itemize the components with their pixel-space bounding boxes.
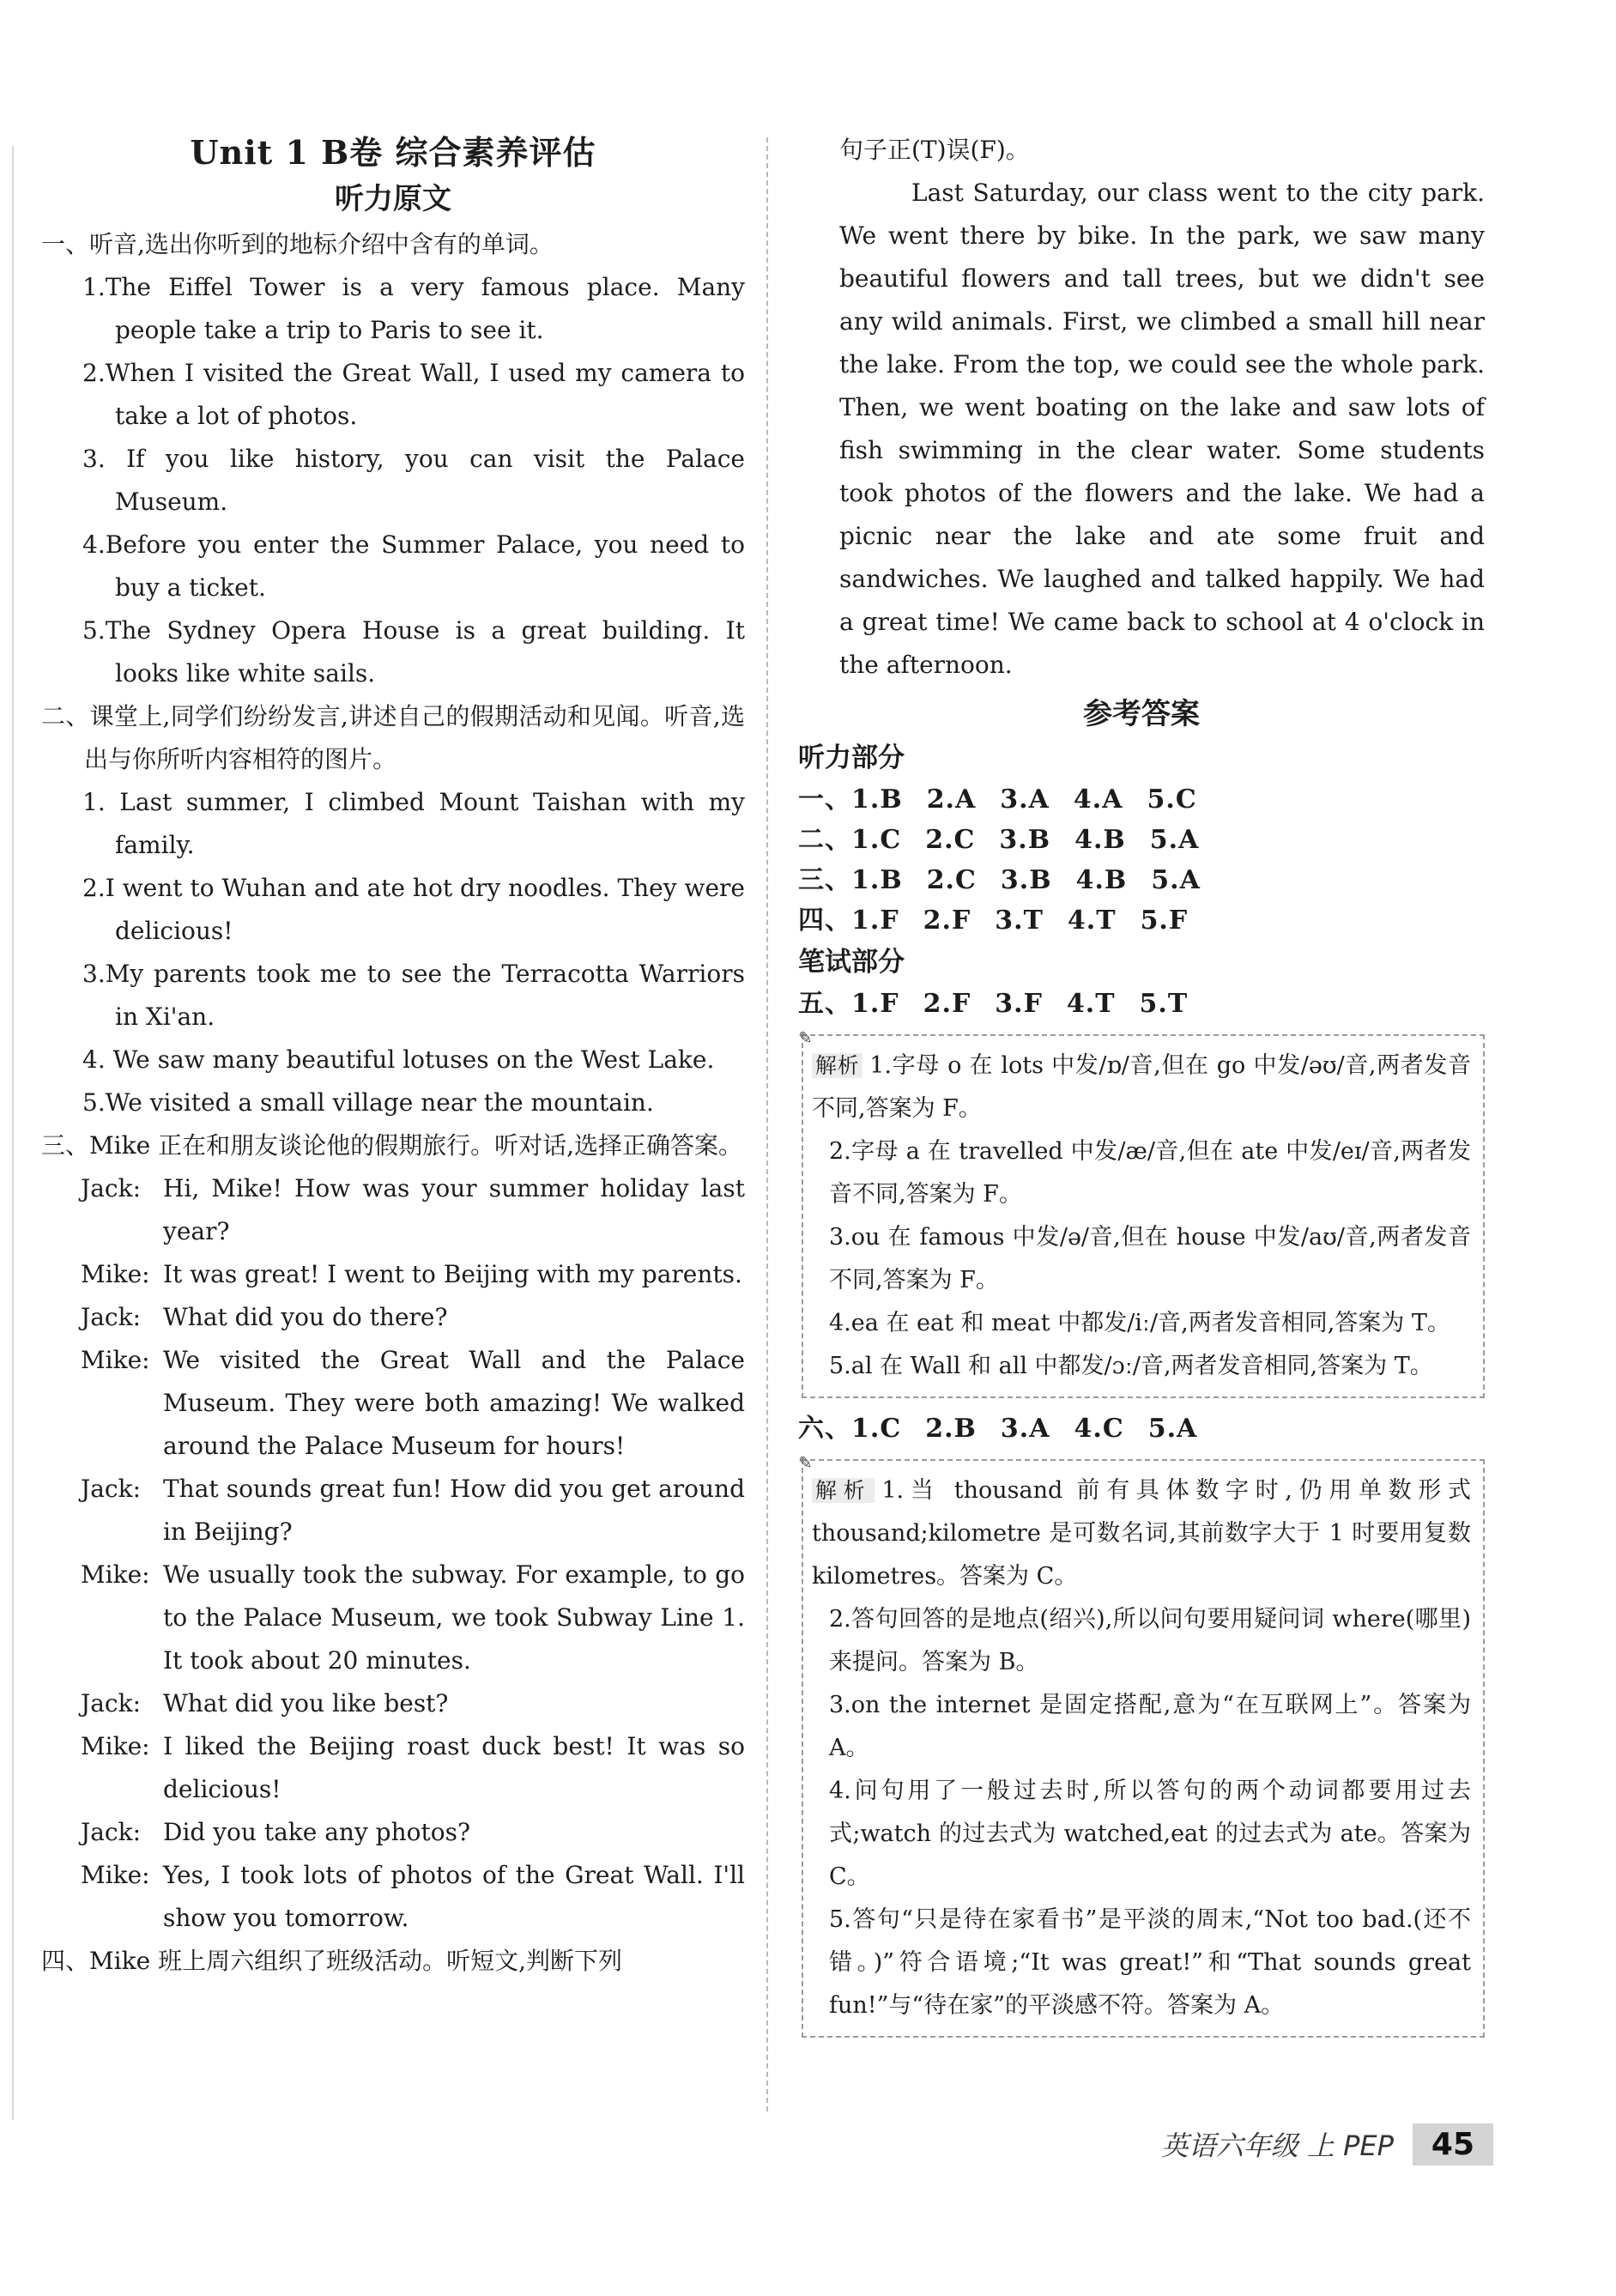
speaker-name: Jack: (81, 1303, 141, 1331)
dialogue-line (41, 1725, 745, 1811)
answer: 3.A (1000, 1414, 1050, 1444)
utterance: Hi, Mike! How was your summer holiday last year? (163, 1174, 745, 1245)
answer-row (798, 900, 1485, 941)
dialogue-line (41, 1854, 745, 1940)
answer: 5.A (1149, 825, 1200, 855)
answer-row-label: 六、 (798, 1414, 851, 1444)
dialogue-line (41, 1296, 745, 1339)
speaker-name: Jack: (81, 1475, 141, 1503)
answer: 2.B (925, 1414, 977, 1444)
answer-row-label: 三、 (798, 865, 851, 895)
list-item: 2.I went to Wuhan and ate hot dry noodles. They were delicious! (82, 874, 745, 945)
section-4-heading-continued: 句子正(T)误(F)。 (839, 136, 1030, 164)
answer: 3.F (995, 989, 1043, 1019)
page-footer (1056, 2118, 1493, 2170)
answer: 5.F (1140, 906, 1189, 936)
answer: 1.B (851, 865, 903, 895)
speaker-name: Jack: (81, 1689, 141, 1717)
answer: 1.F (851, 989, 899, 1019)
pencil-icon: ✎ (798, 1452, 813, 1473)
answer-row (798, 860, 1485, 900)
answer: 5.T (1139, 989, 1189, 1019)
explanation-line: 2.答句回答的是地点(绍兴),所以问句要用疑问词 where(哪里)来提问。答案为 B。 (829, 1606, 1471, 1675)
list-item: 1.The Eiffel Tower is a very famous place. Many people take a trip to Paris to see it. (82, 273, 745, 344)
explanation-line: 4.ea 在 eat 和 meat 中都发/iː/音,两者发音相同,答案为 T。 (829, 1310, 1450, 1336)
utterance: We visited the Great Wall and the Palace Museum. They were both amazing! We walked around the Palace Museum for hours! (163, 1346, 745, 1460)
speaker-name: Mike: (81, 1346, 150, 1374)
explanation-line: 解析 1.当 thousand 前有具体数字时,仍用单数形式 thousand;kilometre 是可数名词,其前数字大于 1 时要用复数 kilometres。答案为 C。 (812, 1477, 1471, 1590)
list-item: 5.The Sydney Opera House is a great building. It looks like white sails. (82, 616, 745, 688)
right-column (798, 129, 1485, 2048)
answer: 5.A (1151, 865, 1201, 895)
answers-heading: 参考答案 (1083, 697, 1200, 731)
page-title: Unit 1 B卷 综合素养评估 (190, 133, 596, 172)
answer-row-label: 二、 (798, 825, 851, 855)
answer-row-label: 一、 (798, 785, 851, 815)
section-1-heading: 一、听音,选出你听到的地标介绍中含有的单词。 (41, 230, 554, 258)
utterance: What did you do there? (163, 1303, 448, 1331)
answer: 4.T (1067, 906, 1117, 936)
speaker-name: Mike: (81, 1260, 150, 1288)
explanation-line: 解析 1.字母 o 在 lots 中发/ɒ/音,但在 go 中发/əʊ/音,两者发音不同,答案为 F。 (812, 1052, 1471, 1122)
dialogue-line (41, 1554, 745, 1682)
answer: 3.T (995, 906, 1044, 936)
list-item: 1. Last summer, I climbed Mount Taishan with my family. (82, 788, 745, 859)
answer: 4.B (1074, 825, 1126, 855)
speaker-name: Mike: (81, 1732, 150, 1760)
answer-row (798, 820, 1485, 860)
answer: 5.A (1147, 1414, 1198, 1444)
explanation-line: 2.字母 a 在 travelled 中发/æ/音,但在 ate 中发/eɪ/音,两者发音不同,答案为 F。 (829, 1138, 1471, 1208)
answer: 4.T (1066, 989, 1116, 1019)
column-divider (766, 137, 768, 2111)
answer: 2.C (926, 865, 977, 895)
answer: 1.C (851, 825, 902, 855)
dialogue-line (41, 1682, 745, 1725)
answer: 4.C (1074, 1414, 1124, 1444)
pencil-icon: ✎ (798, 1027, 813, 1048)
dialogue-line (41, 1167, 745, 1253)
list-item: 4. We saw many beautiful lotuses on the West Lake. (82, 1045, 715, 1074)
section-title-listening-script: 听力原文 (335, 182, 451, 216)
answer: 4.B (1075, 865, 1128, 895)
answer-row (798, 1408, 1485, 1449)
list-item: 2.When I visited the Great Wall, I used my camera to take a lot of photos. (82, 359, 745, 430)
answer: 2.A (926, 785, 977, 815)
speaker-name: Jack: (81, 1174, 141, 1203)
explanation-box (798, 1452, 1485, 2038)
listening-part-heading: 听力部分 (798, 742, 905, 773)
speaker-name: Mike: (81, 1560, 150, 1589)
section-4-heading: 四、Mike 班上周六组织了班级活动。听短文,判断下列 (41, 1947, 622, 1975)
explanation-line: 5.答句“只是待在家看书”是平淡的周末,“Not too bad.(还不错。)”符合语境;“It was great!”和“That sounds great fun!”与“待在家”的平淡感不符。答案为 A。 (829, 1906, 1471, 2019)
utterance: We usually took the subway. For example, to go to the Palace Museum, we took Subway Line 1. It took about 20 minutes. (163, 1560, 745, 1675)
page-number: 45 (1413, 2123, 1493, 2166)
answer: 1.B (851, 785, 903, 815)
explanation-line: 5.al 在 Wall 和 all 中都发/ɔː/音,两者发音相同,答案为 T。 (829, 1353, 1433, 1379)
answer: 3.A (1000, 785, 1050, 815)
answer: 1.C (851, 1414, 902, 1444)
answer: 2.C (925, 825, 976, 855)
listening-narrative: Last Saturday, our class went to the city park. We went there by bike. In the park, we saw many beautiful flowers and tall trees, but we didn't see any wild animals. First, we climbed a small hill near the lake. From the top, we could see the whole park. Then, we went boating on the lake and saw lots of fish swimming in the clear water. Some students took photos of the flowers and the lake. We had a picnic near the lake and ate some fruit and sandwiches. We laughed and talked happily. We had a great time! We came back to school at 4 o'clock in the afternoon. (839, 179, 1485, 679)
utterance: What did you like best? (163, 1689, 449, 1717)
utterance: Did you take any photos? (163, 1818, 470, 1846)
utterance: Yes, I took lots of photos of the Great Wall. I'll show you tomorrow. (163, 1861, 745, 1932)
answer: 5.C (1147, 785, 1197, 815)
left-margin-line (12, 146, 14, 2120)
explanation-line: 3.ou 在 famous 中发/ə/音,但在 house 中发/aʊ/音,两者发音不同,答案为 F。 (829, 1224, 1471, 1293)
answer: 3.B (1000, 865, 1052, 895)
explanation-tag: 解析 (812, 1053, 862, 1078)
list-item: 3. If you like history, you can visit the Palace Museum. (82, 445, 745, 516)
answer: 2.F (923, 989, 971, 1019)
dialogue-line (41, 1253, 745, 1296)
answer-row (798, 779, 1485, 820)
explanation-line: 3.on the internet 是固定搭配,意为“在互联网上”。答案为 A。 (829, 1692, 1471, 1761)
section-2-heading: 二、课堂上,同学们纷纷发言,讲述自己的假期活动和见闻。听音,选出与你所听内容相符的图片。 (41, 702, 745, 773)
list-item: 3.My parents took me to see the Terracotta Warriors in Xi'an. (82, 960, 745, 1031)
utterance: It was great! I went to Beijing with my parents. (163, 1260, 742, 1288)
answer-row (798, 984, 1485, 1024)
explanation-tag: 解析 (812, 1478, 875, 1503)
speaker-name: Mike: (81, 1861, 150, 1889)
explanation-line: 4.问句用了一般过去时,所以答句的两个动词都要用过去式;watch 的过去式为 watched,eat 的过去式为 ate。答案为 C。 (829, 1778, 1471, 1890)
answer-row-label: 四、 (798, 906, 851, 936)
dialogue-line (41, 1811, 745, 1854)
left-column (41, 129, 745, 1983)
utterance: That sounds great fun! How did you get around in Beijing? (163, 1475, 745, 1546)
answer: 4.A (1073, 785, 1123, 815)
section-3-heading: 三、Mike 正在和朋友谈论他的假期旅行。听对话,选择正确答案。 (41, 1131, 742, 1160)
dialogue-line (41, 1339, 745, 1468)
utterance: I liked the Beijing roast duck best! It was so delicious! (163, 1732, 745, 1803)
answer-row-label: 五、 (798, 989, 851, 1019)
answer: 1.F (851, 906, 899, 936)
answer: 3.B (999, 825, 1051, 855)
answer: 2.F (923, 906, 971, 936)
explanation-box (798, 1027, 1485, 1398)
list-item: 5.We visited a small village near the mountain. (82, 1088, 654, 1117)
list-item: 4.Before you enter the Summer Palace, you need to buy a ticket. (82, 530, 745, 602)
footer-book-title: 英语六年级 上 PEP (1160, 2129, 1394, 2162)
dialogue-line (41, 1468, 745, 1554)
written-part-heading: 笔试部分 (798, 947, 905, 978)
speaker-name: Jack: (81, 1818, 141, 1846)
